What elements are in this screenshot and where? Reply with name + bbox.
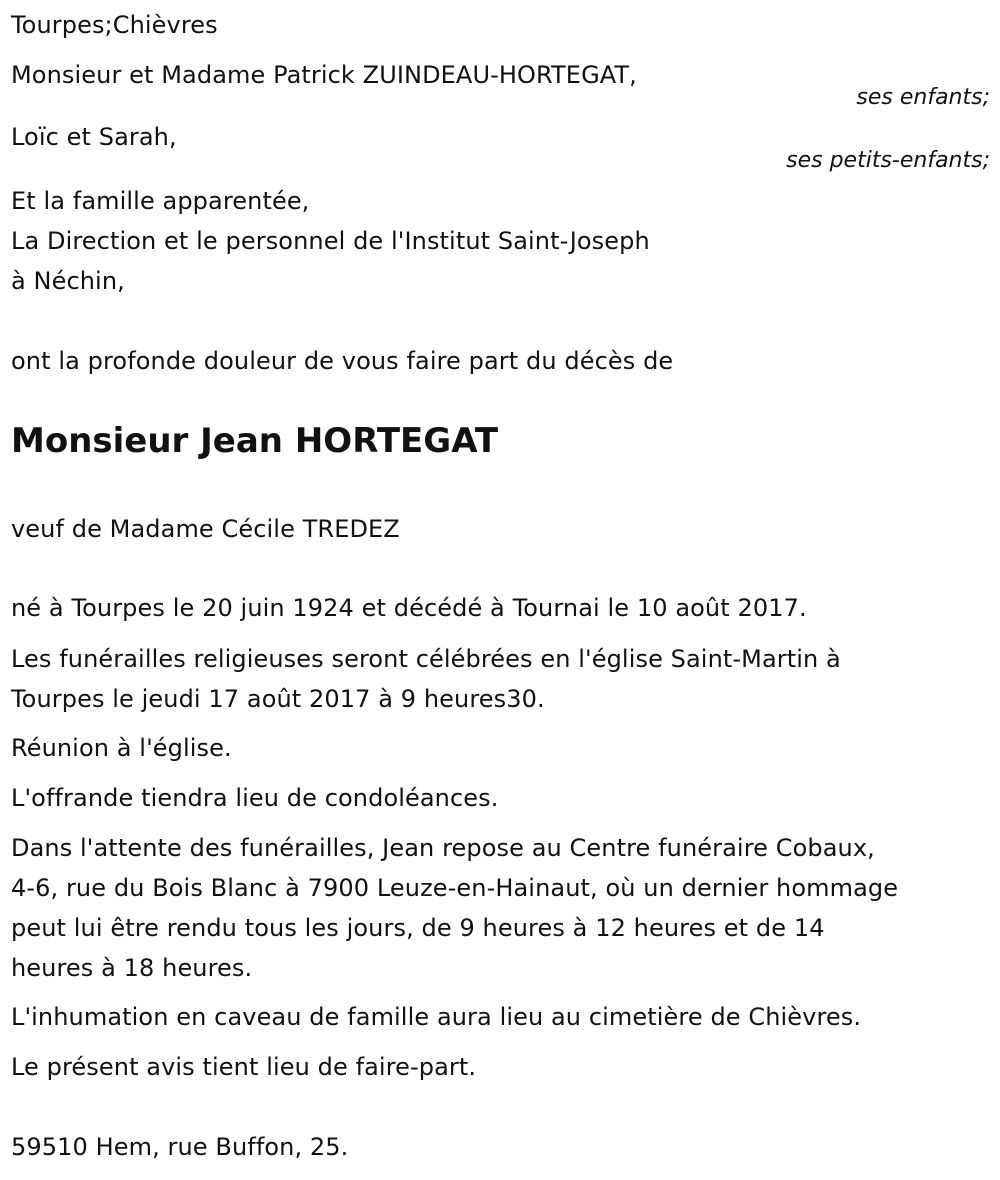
widower-line: veuf de Madame Cécile TREDEZ	[11, 515, 400, 543]
footer-address: 59510 Hem, rue Buffon, 25.	[11, 1133, 349, 1161]
rest-line-4: heures à 18 heures.	[11, 954, 253, 982]
rest-line-2: 4-6, rue du Bois Blanc à 7900 Leuze-en-Hainaut, où un dernier hommage	[11, 874, 899, 902]
burial-line: L'inhumation en caveau de famille aura lieu au cimetière de Chièvres.	[11, 1003, 862, 1031]
funeral-line-2: Tourpes le jeudi 17 août 2017 à 9 heures30.	[11, 685, 545, 713]
rest-line-1: Dans l'attente des funérailles, Jean repose au Centre funéraire Cobaux,	[11, 834, 875, 862]
rest-line-3: peut lui être rendu tous les jours, de 9 heures à 12 heures et de 14	[11, 914, 825, 942]
grandchildren-role: ses petits-enfants;	[786, 148, 990, 173]
children-names: Monsieur et Madame Patrick ZUINDEAU-HORTEGAT,	[11, 61, 637, 89]
notice-line: Le présent avis tient lieu de faire-part.	[11, 1053, 477, 1081]
relatives-line: Et la famille apparentée,	[11, 187, 310, 215]
institute-line-1: La Direction et le personnel de l'Institut Saint-Joseph	[11, 227, 650, 255]
announcement-intro: ont la profonde douleur de vous faire part du décès de	[11, 347, 674, 375]
children-role: ses enfants;	[856, 85, 990, 110]
deceased-name: Monsieur Jean HORTEGAT	[11, 421, 499, 461]
offering-line: L'offrande tiendra lieu de condoléances.	[11, 784, 499, 812]
birth-death-line: né à Tourpes le 20 juin 1924 et décédé à Tournai le 10 août 2017.	[11, 594, 807, 622]
meeting-line: Réunion à l'église.	[11, 734, 232, 762]
grandchildren-names: Loïc et Sarah,	[11, 123, 177, 151]
funeral-line-1: Les funérailles religieuses seront célébrées en l'église Saint-Martin à	[11, 645, 841, 673]
location-header: Tourpes;Chièvres	[11, 11, 218, 39]
institute-line-2: à Néchin,	[11, 267, 125, 295]
